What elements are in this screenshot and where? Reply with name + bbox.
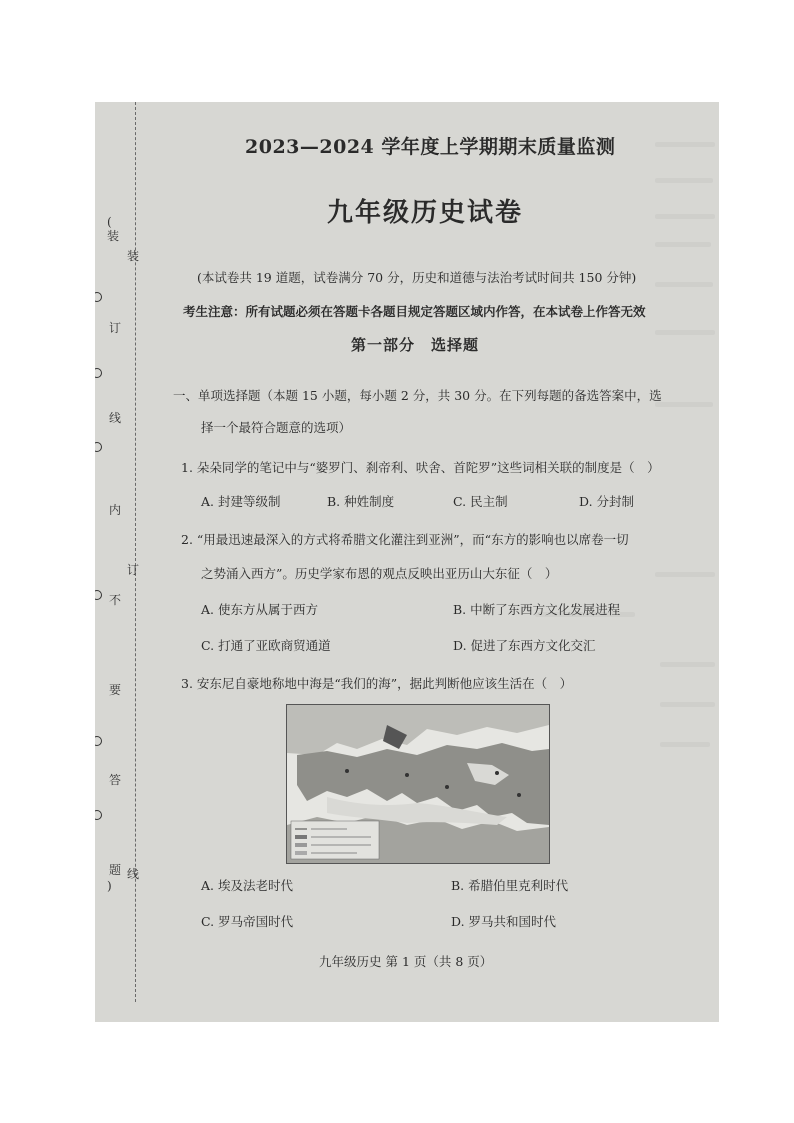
section-heading: 一、单项选择题（本题 15 小题，每小题 2 分，共 30 分。在下列每题的备选答案中，选 — [173, 388, 662, 403]
margin-char: 要 — [109, 683, 122, 697]
margin-char: 题 — [109, 863, 122, 877]
margin-char: 订 — [109, 321, 122, 335]
question-stem-cont: 之势涌入西方”。历史学家布恩的观点反映出亚历山大东征（ ） — [201, 566, 558, 581]
margin-char: 不 — [109, 593, 122, 607]
option: C. 民主制 — [453, 494, 508, 509]
option: B. 种姓制度 — [327, 494, 395, 509]
question-stem: 1. 朵朵同学的笔记中与“婆罗门、刹帝利、吠舍、首陀罗”这些词相关联的制度是（ ） — [181, 460, 660, 475]
roman-empire-map — [286, 704, 550, 864]
binding-hole — [95, 810, 102, 820]
binding-hole — [95, 736, 102, 746]
part-title: 第一部分 选择题 — [351, 336, 480, 354]
margin-char: ( — [107, 215, 112, 229]
margin-char: 装 — [107, 229, 120, 243]
option: C. 罗马帝国时代 — [201, 914, 294, 929]
question-stem: 3. 安东尼自豪地称地中海是“我们的海”，据此判断他应该生活在（ ） — [181, 676, 573, 691]
option: D. 罗马共和国时代 — [451, 914, 557, 929]
margin-char: 装 — [127, 249, 140, 263]
binding-hole — [95, 368, 102, 378]
page-footer: 九年级历史 第 1 页（共 8 页） — [319, 954, 493, 969]
binding-hole — [95, 590, 102, 600]
binding-hole — [95, 292, 102, 302]
option: A. 埃及法老时代 — [201, 878, 293, 893]
option: D. 促进了东西方文化交汇 — [453, 638, 596, 653]
map-illustration — [287, 705, 549, 863]
school-year-title: 2023—2024 学年度上学期期末质量监测 — [245, 136, 616, 158]
option: B. 中断了东西方文化发展进程 — [453, 602, 621, 617]
section-heading-cont: 择一个最符合题意的选项） — [201, 420, 352, 435]
margin-char: ) — [107, 879, 112, 893]
option: A. 使东方从属于西方 — [201, 602, 318, 617]
option: B. 希腊伯里克利时代 — [451, 878, 569, 893]
exam-info-note: (本试卷共 19 道题，试卷满分 70 分，历史和道德与法治考试时间共 150 分钟) — [197, 270, 637, 285]
margin-char: 线 — [109, 411, 122, 425]
exam-title: 九年级历史试卷 — [327, 198, 524, 228]
margin-char: 内 — [109, 503, 122, 517]
binding-hole — [95, 442, 102, 452]
option: C. 打通了亚欧商贸通道 — [201, 638, 331, 653]
margin-char: 线 — [127, 867, 140, 881]
margin-char: 订 — [127, 563, 140, 577]
option: D. 分封制 — [579, 494, 635, 509]
exam-sheet — [95, 102, 719, 1022]
question-stem: 2. “用最迅速最深入的方式将希腊文化灌注到亚洲”，而“东方的影响也以席卷一切 — [181, 532, 629, 547]
margin-char: 答 — [109, 773, 122, 787]
attention-note: 考生注意：所有试题必须在答题卡各题目规定答题区域内作答，在本试卷上作答无效 — [183, 304, 646, 319]
option: A. 封建等级制 — [201, 494, 281, 509]
